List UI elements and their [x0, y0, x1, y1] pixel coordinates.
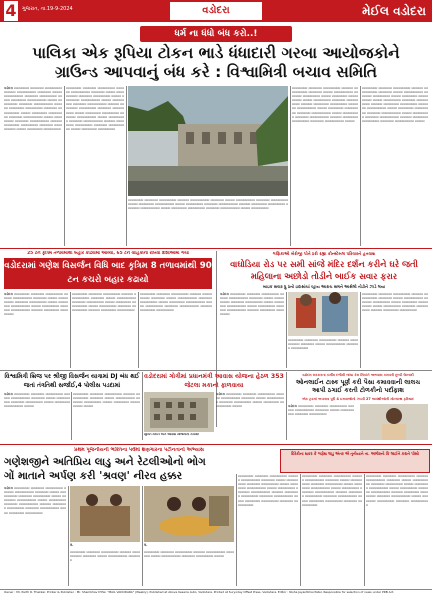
lead-headline-line-2: ગ્રાઉન્ડ આપવાનું બંધ કરે : વિશ્વામિત્રી બચાવ સમિતિ: [54, 63, 378, 81]
right-story2-dateline: વડોદરા: [288, 404, 297, 408]
left-story2-headline: વિશ્વામિત્રી બ્રિજ પર શ્રીજી વિસર્જન યાત્રામાં DJ બંધ થઈ જતાં તંત્રતિથી સર્જાઈ,4 પોલીસ પડદામાં: [4, 373, 140, 389]
masthead: મેઈલ વડોદરા: [362, 4, 426, 18]
bottom-photo-left: [70, 486, 140, 542]
bottom-headline-line-2: ગોં માતાને અર્પણ કરી 'શ્રવણ' નીરવ હક્કર: [4, 470, 183, 482]
bottom-col-3: ૦૦૦૦૦૦૦૦ ૦૦૦૦૦૦૦ ૦૦૦૦૦૦૦૦૦ ૦૦૦૦૦૦ ૦૦૦૦૦૦૦૦૦૦ ૦૦૦૦૦૦૦ ૦૦૦૦૦ ૦૦૦૦૦૦૦૦૦૦ ૦૦૦૦૦૦૦ ૦૦૦૦૦૦૦૦૦ ૦૦૦૦૦: [144, 550, 234, 559]
bottom-col-6: ૦૦૦૦૦૦૦૦ ૦૦૦૦૦૦૦ ૦૦૦૦૦૦૦૦૦ ૦૦૦૦૦૦ ૦૦૦૦૦૦૦૦૦૦ ૦૦૦૦૦૦૦ ૦૦૦૦૦ ૦૦૦૦૦૦૦૦૦૦ ૦૦૦૦૦૦૦ ૦૦૦૦૦૦૦૦૦ ૦૦૦૦૦ ૦૦૦૦૦૦૦૦ ૦૦૦૦૦૦૦૦૦૦ ૦૦૦૦૦ ૦૦૦૦૦૦૦૦૦ ૦૦૦૦૦૦૦ ૦૦૦૦૦૦૦૦૦૦ ૦૦૦૦૦૦ ૦૦૦૦૦૦૦૦ ૦૦૦૦૦૦૦૦૦ ૦૦૦૦૦૦૦ ૦૦૦૦૦૦૦૦૦૦ ૦૦૦૦૦ ૦૦૦૦૦૦૦૦ ૦૦૦૦૦૦૦૦૦ ૦૦૦૦૦૦૦ ૦૦૦૦૦૦૦૦૦૦: [366, 474, 428, 507]
bottom-col-2: ૦૦૦૦૦૦૦૦ ૦૦૦૦૦૦૦ ૦૦૦૦૦૦૦૦૦ ૦૦૦૦૦૦ ૦૦૦૦૦૦૦૦૦૦ ૦૦૦૦૦૦૦ ૦૦૦૦૦ ૦૦૦૦૦૦૦૦૦૦ ૦૦૦૦૦૦૦: [70, 550, 140, 563]
bottom-caption-right: ઉ.: [144, 543, 148, 547]
footer-imprint: Owner : Mr. Parth R. Thakkar. Printer & Publisher : Mr. Shambhav D'Pal. "MAIL VADODARA" (Weekly). Published at Above Kesaria Auto, Vadodara. Printed at Suryoday Offset Press, Vadodara. Editor : Nisha Jayantbhai Patel. Responsible for selection of news under PRB Act.: [4, 590, 395, 594]
mid-right-col-3: ૦૦૦૦૦૦૦૦ ૦૦૦૦૦૦૦ ૦૦૦૦૦૦૦૦૦ ૦૦૦૦૦૦ ૦૦૦૦૦૦૦૦૦૦ ૦૦૦૦૦૦૦ ૦૦૦૦૦ ૦૦૦૦૦૦૦૦૦૦ ૦૦૦૦૦૦૦ ૦૦૦૦૦૦૦૦૦ ૦૦૦૦૦ ૦૦૦૦૦૦૦૦ ૦૦૦૦૦૦૦૦૦૦ ૦૦૦૦૦ ૦૦૦૦૦૦૦૦૦ ૦૦૦૦૦૦૦ ૦૦૦૦૦૦૦૦૦૦ ૦૦૦૦૦૦ ૦૦૦૦૦૦૦૦ ૦૦૦૦૦૦૦૦૦: [362, 292, 428, 313]
mid-left-headline: વડોદરામાં ગણેશ વિસર્જન વિધિ બાદ કૃત્રિમ 8 તળાવમાંથી 90 ટન કચરો બહાર કઢાયો: [4, 258, 212, 289]
right-story2-photo: [360, 404, 428, 440]
mid-left-strap: 25 ટન કૃત્રિમ તળાવમાંથી બહાર કાઢવામાં આવ્યા, 65 ટન વાહિકાના રાખવા દિશાઓમાં ગયા: [27, 251, 189, 256]
lead-headline-line-1: પાલિકા એક રૂપિયા ટોકન ભાડે ધંધાદારી ગરબા આયોજકોને: [32, 44, 400, 62]
lead-kicker: ધર્મ ના ધંધો બંધ કરો..!: [140, 26, 292, 42]
mid-right-photo: [288, 292, 358, 336]
right-story2-photo-illustration: [360, 404, 428, 440]
center-story2-headline: વડોદરામાં ગોત્રીમાં પ્રધાનમંત્રી આવાસ યોજના હેઠળ 353 જેટલા મકાનો ફાળવાયા: [144, 373, 284, 389]
right-story2-sub: એક ટ્રકમાં અપનાવ પૂરી 4 ઠગબાજોનો ઝડપી 27 જ્યંથીઓની મોન્સરથ ફરિયાદ: [301, 397, 414, 401]
lead-dateline: વડોદરા: [4, 86, 13, 90]
bottom-col-4: ૦૦૦૦૦૦૦૦ ૦૦૦૦૦૦૦ ૦૦૦૦૦૦૦૦૦ ૦૦૦૦૦૦ ૦૦૦૦૦૦૦૦૦૦ ૦૦૦૦૦૦૦ ૦૦૦૦૦ ૦૦૦૦૦૦૦૦૦૦ ૦૦૦૦૦૦૦ ૦૦૦૦૦૦૦૦૦ ૦૦૦૦૦ ૦૦૦૦૦૦૦૦ ૦૦૦૦૦૦૦૦૦૦ ૦૦૦૦૦ ૦૦૦૦૦૦૦૦૦ ૦૦૦૦૦૦૦ ૦૦૦૦૦૦૦૦૦૦ ૦૦૦૦૦૦ ૦૦૦૦૦૦૦૦ ૦૦૦૦૦૦૦૦૦ ૦૦૦૦૦૦૦ ૦૦૦૦૦૦૦૦૦૦ ૦૦૦૦૦ ૦૦૦૦૦૦૦૦ ૦૦૦૦૦૦૦૦૦ ૦૦૦૦૦૦૦ ૦૦૦૦૦૦૦૦૦૦: [238, 474, 298, 507]
center-story2-photo-illustration: [144, 392, 214, 432]
lead-photo-illustration: [128, 86, 288, 196]
left-story2-dateline: વડોદરા: [4, 392, 13, 396]
lead-col-2: ૦૦૦૦૦૦૦૦ ૦૦૦૦૦૦૦ ૦૦૦૦૦૦૦૦૦ ૦૦૦૦૦૦ ૦૦૦૦૦૦૦૦૦૦ ૦૦૦૦૦૦૦ ૦૦૦૦૦ ૦૦૦૦૦૦૦૦૦૦ ૦૦૦૦૦૦૦ ૦૦૦૦૦૦૦૦૦ ૦૦૦૦૦ ૦૦૦૦૦૦૦૦ ૦૦૦૦૦૦૦૦૦૦ ૦૦૦૦૦ ૦૦૦૦૦૦૦૦૦ ૦૦૦૦૦૦૦ ૦૦૦૦૦૦૦૦૦૦ ૦૦૦૦૦૦ ૦૦૦૦૦૦૦૦ ૦૦૦૦૦૦૦૦૦ ૦૦૦૦૦૦૦ ૦૦૦૦૦૦૦૦૦૦ ૦૦૦૦૦ ૦૦૦૦૦૦૦૦ ૦૦૦૦૦૦૦૦૦ ૦૦૦૦૦૦૦ ૦૦૦૦૦૦૦૦૦૦ ૦૦૦૦૦ ૦૦૦૦૦૦૦૦૦ ૦૦૦૦૦૦૦ ૦૦૦૦૦૦૦૦૦૦ ૦૦૦૦૦૦ ૦૦૦૦૦૦૦૦ ૦૦૦૦૦૦૦૦૦ ૦૦૦૦૦૦૦ ૦૦૦૦૦૦૦૦૦૦ ૦૦૦૦૦ ૦૦૦૦૦૦૦૦ ૦૦૦૦૦૦૦૦૦: [66, 86, 124, 131]
lead-col-1: વડોદરા ૦૦૦૦૦૦૦૦ ૦૦૦૦૦૦૦ ૦૦૦૦૦૦૦૦૦ ૦૦૦૦૦૦ ૦૦૦૦૦૦૦૦૦૦ ૦૦૦૦૦૦૦ ૦૦૦૦૦ ૦૦૦૦૦૦૦૦૦૦ ૦૦૦૦૦૦૦ ૦૦૦૦૦૦૦૦૦ ૦૦૦૦૦ ૦૦૦૦૦૦૦૦ ૦૦૦૦૦૦૦૦૦૦ ૦૦૦૦૦ ૦૦૦૦૦૦૦૦૦ ૦૦૦૦૦૦૦ ૦૦૦૦૦૦૦૦૦૦ ૦૦૦૦૦૦ ૦૦૦૦૦૦૦૦ ૦૦૦૦૦૦૦૦૦ ૦૦૦૦૦૦૦ ૦૦૦૦૦૦૦૦૦૦ ૦૦૦૦૦ ૦૦૦૦૦૦૦૦ ૦૦૦૦૦૦૦૦૦ ૦૦૦૦૦૦૦ ૦૦૦૦૦૦૦૦૦૦ ૦૦૦૦૦ ૦૦૦૦૦૦૦૦૦ ૦૦૦૦૦૦૦ ૦૦૦૦૦૦૦૦૦૦ ૦૦૦૦૦૦ ૦૦૦૦૦૦૦૦ ૦૦૦૦૦૦૦૦૦ ૦૦૦૦૦૦૦ ૦૦૦૦૦૦૦૦૦૦ ૦૦૦૦૦ ૦૦૦૦૦૦૦૦ ૦૦૦૦૦૦૦૦૦: [4, 86, 62, 131]
bottom-photo-center-illustration: [144, 486, 234, 542]
mid-right-col-1: વડોદરા ૦૦૦૦૦૦૦૦ ૦૦૦૦૦૦૦ ૦૦૦૦૦૦૦૦૦ ૦૦૦૦૦૦ ૦૦૦૦૦૦૦૦૦૦ ૦૦૦૦૦૦૦ ૦૦૦૦૦ ૦૦૦૦૦૦૦૦૦૦ ૦૦૦૦૦૦૦ ૦૦૦૦૦૦૦૦૦ ૦૦૦૦૦ ૦૦૦૦૦૦૦૦ ૦૦૦૦૦૦૦૦૦૦ ૦૦૦૦૦ ૦૦૦૦૦૦૦૦૦ ૦૦૦૦૦૦૦ ૦૦૦૦૦૦૦૦૦૦ ૦૦૦૦૦૦ ૦૦૦૦૦૦૦૦ ૦૦૦૦૦૦૦૦૦: [220, 292, 284, 317]
mid-right-headline: વાઘોડિયા રોડ પર સમી સાંજે મંદિર દર્શન કરીને ઘરે જતી મહિલાના અછોડો તોડીને બાઈક સવાર ફરાર: [230, 259, 418, 281]
page-number: 4: [5, 1, 17, 20]
bottom-caption-left: ઉ.: [70, 543, 74, 547]
bottom-headline-line-1: ગણેશજીને અતિપ્રિય લાડુ અને રેટલીઓનો ભોગ: [4, 456, 206, 468]
mid-right-sub: બાઇક સવાર ધ્રુ ઠનો ઇદાસાંચાં વ્હાય આરાચ સમને આસેલો તોડીને ઝાડે લયા: [262, 284, 386, 289]
right-story2-col-1: વડોદરા ૦૦૦૦૦૦૦૦ ૦૦૦૦૦૦૦ ૦૦૦૦૦૦૦૦૦ ૦૦૦૦૦૦ ૦૦૦૦૦૦૦૦૦૦ ૦૦૦૦૦૦૦ ૦૦૦૦૦ ૦૦૦૦૦૦૦૦૦૦ ૦૦૦૦૦૦૦ ૦૦૦૦૦૦૦૦૦: [288, 404, 354, 417]
center-story2-caption: સુચિત મકાન અને આવાસ યોજનાની તસવીર: [144, 433, 199, 436]
mid-right-col-2: ૦૦૦૦૦૦૦૦ ૦૦૦૦૦૦૦ ૦૦૦૦૦૦૦૦૦ ૦૦૦૦૦૦ ૦૦૦૦૦૦૦૦૦૦ ૦૦૦૦૦૦૦ ૦૦૦૦૦ ૦૦૦૦૦૦૦૦૦૦ ૦૦૦૦૦૦૦ ૦૦૦૦૦૦૦૦૦: [288, 338, 358, 351]
lead-col-4: ૦૦૦૦૦૦૦૦ ૦૦૦૦૦૦૦ ૦૦૦૦૦૦૦૦૦ ૦૦૦૦૦૦ ૦૦૦૦૦૦૦૦૦૦ ૦૦૦૦૦૦૦ ૦૦૦૦૦ ૦૦૦૦૦૦૦૦૦૦ ૦૦૦૦૦૦૦ ૦૦૦૦૦૦૦૦૦ ૦૦૦૦૦ ૦૦૦૦૦૦૦૦ ૦૦૦૦૦૦૦૦૦૦ ૦૦૦૦૦ ૦૦૦૦૦૦૦૦૦ ૦૦૦૦૦૦૦ ૦૦૦૦૦૦૦૦૦૦ ૦૦૦૦૦૦ ૦૦૦૦૦૦૦૦ ૦૦૦૦૦૦૦૦૦ ૦૦૦૦૦૦૦ ૦૦૦૦૦૦૦૦૦૦ ૦૦૦૦૦ ૦૦૦૦૦૦૦૦ ૦૦૦૦૦૦૦૦૦ ૦૦૦૦૦૦૦ ૦૦૦૦૦૦૦૦૦૦ ૦૦૦૦૦ ૦૦૦૦૦૦૦૦૦ ૦૦૦૦૦૦૦ ૦૦૦૦૦૦૦૦૦૦ ૦૦૦૦૦૦ ૦૦૦૦૦૦૦૦ ૦૦૦૦૦૦૦૦૦ ૦૦૦૦૦૦૦ ૦૦૦૦૦૦૦૦૦૦ ૦૦૦૦૦: [292, 86, 358, 123]
left-story2-col-1: વડોદરા ૦૦૦૦૦૦૦૦ ૦૦૦૦૦૦૦ ૦૦૦૦૦૦૦૦૦ ૦૦૦૦૦૦ ૦૦૦૦૦૦૦૦૦૦ ૦૦૦૦૦૦૦ ૦૦૦૦૦ ૦૦૦૦૦૦૦૦૦૦ ૦૦૦૦૦૦૦ ૦૦૦૦૦૦૦૦૦ ૦૦૦૦૦ ૦૦૦૦૦૦૦૦ ૦૦૦૦૦૦૦૦૦૦ ૦૦૦૦૦: [4, 392, 70, 409]
mid-left-col-2: ૦૦૦૦૦૦૦૦ ૦૦૦૦૦૦૦ ૦૦૦૦૦૦૦૦૦ ૦૦૦૦૦૦ ૦૦૦૦૦૦૦૦૦૦ ૦૦૦૦૦૦૦ ૦૦૦૦૦ ૦૦૦૦૦૦૦૦૦૦ ૦૦૦૦૦૦૦ ૦૦૦૦૦૦૦૦૦ ૦૦૦૦૦ ૦૦૦૦૦૦૦૦ ૦૦૦૦૦૦૦૦૦૦ ૦૦૦૦૦ ૦૦૦૦૦૦૦૦૦ ૦૦૦૦૦૦૦ ૦૦૦૦૦૦૦૦૦૦ ૦૦૦૦૦૦ ૦૦૦૦૦૦૦૦ ૦૦૦૦૦૦૦૦૦: [72, 292, 136, 313]
lead-col-3: ૦૦૦૦૦૦૦૦ ૦૦૦૦૦૦૦ ૦૦૦૦૦૦૦૦૦ ૦૦૦૦૦૦ ૦૦૦૦૦૦૦૦૦૦ ૦૦૦૦૦૦૦ ૦૦૦૦૦ ૦૦૦૦૦૦૦૦૦૦ ૦૦૦૦૦૦૦ ૦૦૦૦૦૦૦૦૦ ૦૦૦૦૦ ૦૦૦૦૦૦૦૦ ૦૦૦૦૦૦૦૦૦૦ ૦૦૦૦૦ ૦૦૦૦૦૦૦૦૦ ૦૦૦૦૦૦૦ ૦૦૦૦૦૦૦૦૦૦ ૦૦૦૦૦૦ ૦૦૦૦૦૦૦૦ ૦૦૦૦૦૦૦૦૦ ૦૦૦૦૦૦૦ ૦૦૦૦૦૦૦૦૦૦ ૦૦૦૦૦ ૦૦૦૦૦૦૦૦ ૦૦૦૦૦૦૦૦૦ ૦૦૦૦૦૦૦ ૦૦૦૦૦૦૦૦૦૦ ૦૦૦૦૦ ૦૦૦૦૦૦૦૦૦: [128, 198, 288, 211]
bottom-dateline: વડોદરા: [4, 486, 13, 490]
mid-right-dateline: વડોદરા: [220, 292, 229, 296]
center-story2-photo: [144, 392, 214, 432]
mid-right-photo-illustration: [288, 292, 358, 336]
date-line: ગુજરાત, તા.19-9-2024: [22, 6, 73, 12]
bottom-photo-left-illustration: [70, 486, 140, 542]
right-story2-headline: ઓનલાઈન ટાસ્ક પૂર્ણ કરી પૈસા કમાવવાની લાલચ આપી ઠગાઈ કરતી ટોળકીનો પર્દાફાશ: [295, 379, 421, 394]
lead-col-5: ૦૦૦૦૦૦૦૦ ૦૦૦૦૦૦૦ ૦૦૦૦૦૦૦૦૦ ૦૦૦૦૦૦ ૦૦૦૦૦૦૦૦૦૦ ૦૦૦૦૦૦૦ ૦૦૦૦૦ ૦૦૦૦૦૦૦૦૦૦ ૦૦૦૦૦૦૦ ૦૦૦૦૦૦૦૦૦ ૦૦૦૦૦ ૦૦૦૦૦૦૦૦ ૦૦૦૦૦૦૦૦૦૦ ૦૦૦૦૦ ૦૦૦૦૦૦૦૦૦ ૦૦૦૦૦૦૦ ૦૦૦૦૦૦૦૦૦૦ ૦૦૦૦૦૦ ૦૦૦૦૦૦૦૦ ૦૦૦૦૦૦૦૦૦ ૦૦૦૦૦૦૦ ૦૦૦૦૦૦૦૦૦૦ ૦૦૦૦૦ ૦૦૦૦૦૦૦૦ ૦૦૦૦૦૦૦૦૦ ૦૦૦૦૦૦૦ ૦૦૦૦૦૦૦૦૦૦ ૦૦૦૦૦ ૦૦૦૦૦૦૦૦૦ ૦૦૦૦૦૦૦ ૦૦૦૦૦૦૦૦૦૦ ૦૦૦૦૦૦ ૦૦૦૦૦૦૦૦ ૦૦૦૦૦૦૦૦૦ ૦૦૦૦૦૦૦ ૦૦૦૦૦૦૦૦૦૦ ૦૦૦૦૦: [362, 86, 428, 123]
mid-right-strap: ગણિકાઓ બેરોજી પોતે ઠરી રહ્યા કોન્સ્ટેબલ પરિવારને હતવાશ: [272, 251, 376, 256]
mid-left-col-1: વડોદરા ૦૦૦૦૦૦૦૦ ૦૦૦૦૦૦૦ ૦૦૦૦૦૦૦૦૦ ૦૦૦૦૦૦ ૦૦૦૦૦૦૦૦૦૦ ૦૦૦૦૦૦૦ ૦૦૦૦૦ ૦૦૦૦૦૦૦૦૦૦ ૦૦૦૦૦૦૦ ૦૦૦૦૦૦૦૦૦ ૦૦૦૦૦ ૦૦૦૦૦૦૦૦ ૦૦૦૦૦૦૦૦૦૦ ૦૦૦૦૦ ૦૦૦૦૦૦૦૦૦ ૦૦૦૦૦૦૦ ૦૦૦૦૦૦૦૦૦૦ ૦૦૦૦૦૦ ૦૦૦૦૦૦૦૦ ૦૦૦૦૦૦૦૦૦: [4, 292, 68, 317]
mid-left-dateline: વડોદરા: [4, 292, 13, 296]
left-story2-col-2: ૦૦૦૦૦૦૦૦ ૦૦૦૦૦૦૦ ૦૦૦૦૦૦૦૦૦ ૦૦૦૦૦૦ ૦૦૦૦૦૦૦૦૦૦ ૦૦૦૦૦૦૦ ૦૦૦૦૦ ૦૦૦૦૦૦૦૦૦૦ ૦૦૦૦૦૦૦ ૦૦૦૦૦૦૦૦૦ ૦૦૦૦૦ ૦૦૦૦૦૦૦૦ ૦૦૦૦૦૦૦૦૦૦ ૦૦૦૦૦: [73, 392, 140, 409]
bottom-info-box: [280, 449, 430, 473]
lead-photo: [128, 86, 288, 196]
lead-headline: [4, 44, 428, 82]
bottom-strap: પ્રથમ પૂજનીયની ભક્તિના પર્વમાં શણગારના પટીનતાનો અભ્યાસ: [74, 447, 204, 453]
mid-left-col-3: ૦૦૦૦૦૦૦૦ ૦૦૦૦૦૦૦ ૦૦૦૦૦૦૦૦૦ ૦૦૦૦૦૦ ૦૦૦૦૦૦૦૦૦૦ ૦૦૦૦૦૦૦ ૦૦૦૦૦ ૦૦૦૦૦૦૦૦૦૦ ૦૦૦૦૦૦૦ ૦૦૦૦૦૦૦૦૦ ૦૦૦૦૦ ૦૦૦૦૦૦૦૦ ૦૦૦૦૦૦૦૦૦૦ ૦૦૦૦૦ ૦૦૦૦૦૦૦૦૦ ૦૦૦૦૦૦૦ ૦૦૦૦૦૦૦૦૦૦ ૦૦૦૦૦૦ ૦૦૦૦૦૦૦૦ ૦૦૦૦૦૦૦૦૦: [140, 292, 212, 313]
section-title: વડોદરા: [170, 2, 262, 20]
right-story2-strap: વડોદરા સરકારના કર્મીમ દળીમી લાંચા કેમ સિંકાંને અભ્યાસ કરાવતી છુપ્પી ઉસ્તાદી: [302, 373, 414, 377]
page-header: [0, 0, 432, 22]
center-story2-text: વડોદરા ૦૦૦૦૦૦૦૦ ૦૦૦૦૦૦૦ ૦૦૦૦૦૦૦૦૦ ૦૦૦૦૦૦ ૦૦૦૦૦૦૦૦૦૦ ૦૦૦૦૦૦૦ ૦૦૦૦૦ ૦૦૦૦૦૦૦૦૦૦ ૦૦૦૦૦૦૦ ૦૦૦૦૦૦૦૦૦ ૦૦૦૦૦ ૦૦૦૦૦૦૦૦ ૦૦૦૦૦૦૦૦૦૦ ૦૦૦૦૦: [216, 392, 284, 409]
center-story2-dateline: વડોદરા: [216, 392, 225, 396]
bottom-info-box-text: દિરેકોના શકર કે ગણેશ લાડુ અંતર એ તૃતીયાને તા. અમીરનો કિ લાઈને કરાને પીસો: [291, 451, 419, 456]
bottom-col-1: વડોદરા ૦૦૦૦૦૦૦૦ ૦૦૦૦૦૦૦ ૦૦૦૦૦૦૦૦૦ ૦૦૦૦૦૦ ૦૦૦૦૦૦૦૦૦૦ ૦૦૦૦૦૦૦ ૦૦૦૦૦ ૦૦૦૦૦૦૦૦૦૦ ૦૦૦૦૦૦૦ ૦૦૦૦૦૦૦૦૦ ૦૦૦૦૦ ૦૦૦૦૦૦૦૦ ૦૦૦૦૦૦૦૦૦૦ ૦૦૦૦૦ ૦૦૦૦૦૦૦૦૦ ૦૦૦૦૦૦૦ ૦૦૦૦૦૦૦૦૦૦ ૦૦૦૦૦૦ ૦૦૦૦૦૦૦૦ ૦૦૦૦૦૦૦૦૦ ૦૦૦૦૦૦૦ ૦૦૦૦૦૦૦૦૦૦ ૦૦૦૦૦ ૦૦૦૦૦૦૦૦ ૦૦૦૦૦૦૦૦૦: [4, 486, 66, 515]
bottom-headline: [4, 455, 274, 483]
bottom-col-5: ૦૦૦૦૦૦૦૦ ૦૦૦૦૦૦૦ ૦૦૦૦૦૦૦૦૦ ૦૦૦૦૦૦ ૦૦૦૦૦૦૦૦૦૦ ૦૦૦૦૦૦૦ ૦૦૦૦૦ ૦૦૦૦૦૦૦૦૦૦ ૦૦૦૦૦૦૦ ૦૦૦૦૦૦૦૦૦ ૦૦૦૦૦ ૦૦૦૦૦૦૦૦ ૦૦૦૦૦૦૦૦૦૦ ૦૦૦૦૦ ૦૦૦૦૦૦૦૦૦ ૦૦૦૦૦૦૦ ૦૦૦૦૦૦૦૦૦૦ ૦૦૦૦૦૦ ૦૦૦૦૦૦૦૦ ૦૦૦૦૦૦૦૦૦ ૦૦૦૦૦૦૦ ૦૦૦૦૦૦૦૦૦૦ ૦૦૦૦૦ ૦૦૦૦૦૦૦૦ ૦૦૦૦૦૦૦૦૦ ૦૦૦૦૦૦૦ ૦૦૦૦૦૦૦૦૦૦: [302, 474, 362, 507]
bottom-photo-center: [144, 486, 234, 542]
